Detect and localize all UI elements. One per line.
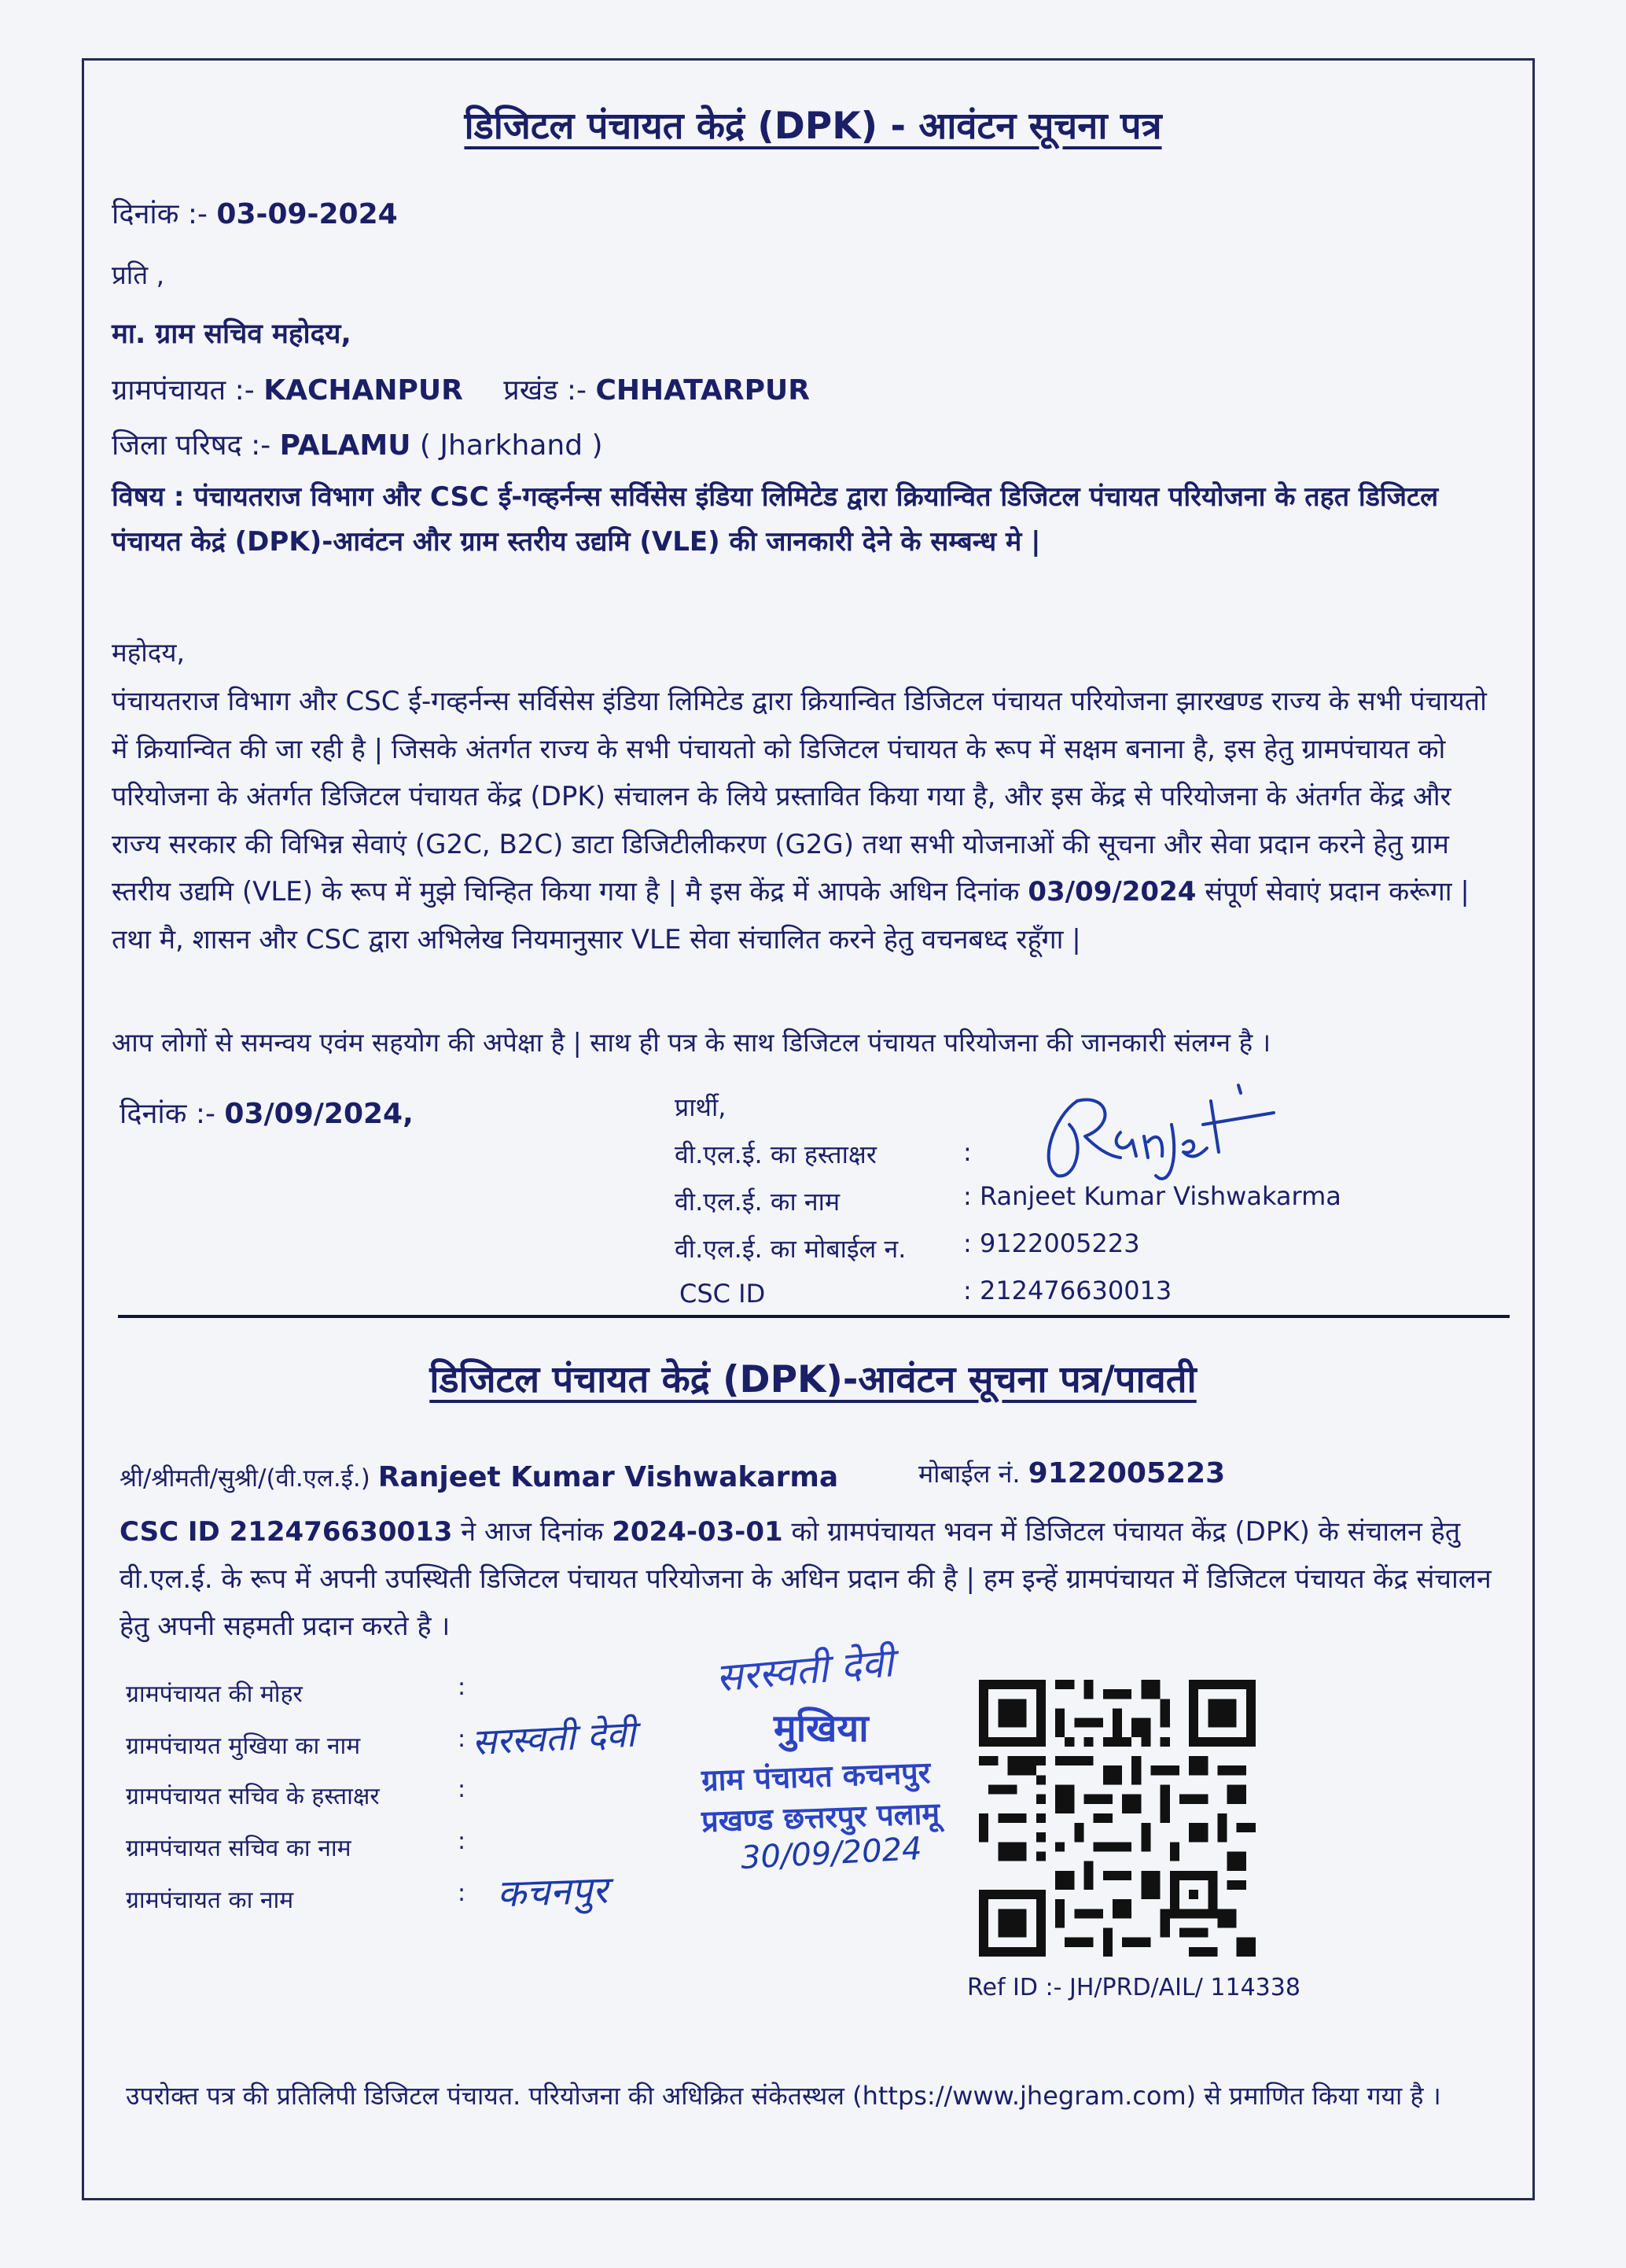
footer-note: उपरोक्त पत्र की प्रतिलिपी डिजिटल पंचायत. परियोजना की अधिक्रित संकेतस्थल (https://www.jhegram.com) से प्रमाणित किया गया है । bbox=[126, 2081, 1441, 2111]
receipt-prefix: श्री/श्रीमती/सुश्री/(वी.एल.ई.) bbox=[120, 1464, 378, 1493]
receipt-text2: को ग्रामपंचायत भवन में डिजिटल पंचायत केंद्र (DPK) के संचालन हेतु वी.एल.ई. के रूप में अपनी उपस्थिती डिजिटल पंचायत परियोजना के अधिन प्रदान की है | हम इन्हें ग्रामपंचायत में डिजिटल पंचायत केंद्र संचालन हेतु अपनी सहमती प्रदान करते है । bbox=[120, 1516, 1492, 1642]
receipt-date: 2024-03-01 bbox=[612, 1516, 783, 1548]
body-part2: संपूर्ण सेवाएं प्रदान करूंगा | तथा मै, शासन और CSC द्वारा अभिलेख नियमानुसार VLE सेवा संचालित करने हेतु वचनबध्द रहूँगा | bbox=[112, 876, 1470, 955]
date-label: दिनांक :- bbox=[112, 198, 217, 230]
receipt-title: डिजिटल पंचायत केद्रं (DPK)-आवंटन सूचना पत्र/पावती bbox=[429, 1358, 1197, 1401]
field-colon-1: : bbox=[458, 1725, 466, 1753]
receipt-csc-id: CSC ID 212476630013 bbox=[120, 1516, 453, 1548]
receipt-name-line bbox=[120, 1461, 838, 1494]
letter-title: डिजिटल पंचायत केद्रं (DPK) - आवंटन सूचना पत्र bbox=[464, 105, 1162, 148]
sign-date bbox=[120, 1093, 414, 1132]
stamp-signature: सरस्वती देवी bbox=[714, 1640, 896, 1701]
block-value: CHHATARPUR bbox=[595, 374, 810, 407]
field-label-3: ग्रामपंचायत सचिव का नाम bbox=[126, 1835, 351, 1862]
gp-block-line bbox=[112, 370, 810, 408]
ref-id: Ref ID :- JH/PRD/AIL/ 114338 bbox=[967, 1974, 1300, 2001]
vle-sign-colon: : bbox=[963, 1137, 972, 1167]
field-colon-2: : bbox=[458, 1776, 466, 1803]
field-colon-0: : bbox=[458, 1673, 466, 1701]
stamp-line-1: ग्राम पंचायत कचनपुर bbox=[701, 1754, 931, 1799]
vle-sign-label: वी.एल.ई. का हस्ताक्षर bbox=[675, 1140, 877, 1169]
vle-mobile-label: वी.एल.ई. का मोबाईल न. bbox=[675, 1234, 907, 1264]
receipt-name: Ranjeet Kumar Vishwakarma bbox=[377, 1461, 839, 1493]
receipt-mobile-value: 9122005223 bbox=[1028, 1457, 1226, 1489]
letter-date bbox=[112, 193, 398, 232]
subject: विषय : पंचायतराज विभाग और CSC ई-गव्हर्नन्स सर्विसेस इंडिया लिमिटेड द्वारा क्रियान्वित डिजिटल पंचायत परियोजना के तहत डिजिटल पंचायत केद्रं (DPK)-आवंटन और ग्राम स्तरीय उद्यमि (VLE) की जानकारी देने के सम्बन्ध मे | bbox=[112, 481, 1439, 558]
field-colon-3: : bbox=[458, 1828, 466, 1855]
body-part1: पंचायतराज विभाग और CSC ई-गव्हर्नन्स सर्विसेस इंडिया लिमिटेड द्वारा क्रियान्वित डिजिटल पंचायत परियोजना झारखण्ड राज्य के सभी पंचायतो में क्रियान्वित की जा रही है | जिसके अंतर्गत राज्य के सभी पंचायतो को डिजिटल पंचायत के रूप में सक्षम बनाना है, इस हेतु ग्रामपंचायत को परियोजना के अंतर्गत डिजिटल पंचायत केंद्र (DPK) संचालन के लिये प्रस्तावित किया गया है, और इस केंद्र से परियोजना के अंतर्गत केंद्र और राज्य सरकार की विभिन्न सेवाएं (G2C, B2C) डाटा डिजिटीलीकरण (G2G) तथा सभी योजनाओं की सूचना और सेवा प्रदान करने हेतु ग्राम स्तरीय उद्यमि (VLE) के रूप में मुझे चिन्हित किया गया है | मै इस केंद्र में आपके अधिन दिनांक bbox=[112, 686, 1487, 908]
gp-label: ग्रामपंचायत :- bbox=[112, 374, 264, 407]
vle-mobile-value: : 9122005223 bbox=[963, 1228, 1140, 1258]
district-line bbox=[112, 425, 603, 463]
qr-code-icon bbox=[979, 1680, 1256, 1957]
field-label-1: ग्रामपंचायत मुखिया का नाम bbox=[126, 1732, 361, 1760]
date-value: 03-09-2024 bbox=[216, 198, 398, 230]
vle-signature bbox=[1022, 1070, 1289, 1191]
vle-name-label: वी.एल.ई. का नाम bbox=[675, 1187, 841, 1217]
receipt-mobile-label: मोबाईल नं. bbox=[918, 1459, 1028, 1489]
sign-date-label: दिनांक :- bbox=[120, 1098, 225, 1130]
receipt-body bbox=[120, 1508, 1503, 1650]
salutation: महोदय, bbox=[112, 637, 185, 668]
body-date: 03/09/2024 bbox=[1028, 876, 1197, 908]
district-state: ( Jharkhand ) bbox=[410, 429, 603, 462]
district-value: PALAMU bbox=[279, 429, 411, 462]
district-label: जिला परिषद :- bbox=[112, 429, 280, 462]
stamp-title: मुखिया bbox=[774, 1707, 869, 1751]
handwritten-mukhiya-name: सरस्वती देवी bbox=[470, 1712, 637, 1764]
sign-date-value: 03/09/2024, bbox=[224, 1098, 414, 1130]
receipt-mobile bbox=[918, 1456, 1225, 1490]
field-colon-4: : bbox=[458, 1880, 466, 1907]
stamp-line-2: प्रखण्ड छत्तरपुर पलामू bbox=[701, 1795, 940, 1839]
gp-value: KACHANPUR bbox=[263, 374, 463, 407]
block-label: प्रखंड :- bbox=[503, 374, 596, 407]
applicant: प्रार्थी, bbox=[675, 1092, 727, 1122]
field-label-0: ग्रामपंचायत की मोहर bbox=[126, 1681, 303, 1708]
csc-value: : 212476630013 bbox=[963, 1276, 1172, 1305]
closing: आप लोगों से समन्वय एवंम सहयोग की अपेक्षा है | साथ ही पत्र के साथ डिजिटल पंचायत परियोजना की जानकारी संलग्न है । bbox=[112, 1027, 1271, 1058]
receipt-text1: ने आज दिनांक bbox=[452, 1516, 613, 1548]
csc-label: CSC ID bbox=[679, 1279, 766, 1309]
prati: प्रति , bbox=[112, 260, 165, 290]
stamp-date: 30/09/2024 bbox=[739, 1830, 923, 1877]
section-divider bbox=[118, 1315, 1510, 1318]
vle-name-value: : Ranjeet Kumar Vishwakarma bbox=[963, 1181, 1341, 1211]
field-label-2: ग्रामपंचायत सचिव के हस्ताक्षर bbox=[126, 1783, 380, 1810]
addressee: मा. ग्राम सचिव महोदय, bbox=[112, 318, 351, 350]
field-label-4: ग्रामपंचायत का नाम bbox=[126, 1887, 294, 1914]
letter-body bbox=[112, 678, 1495, 963]
handwritten-gp-name: कचनपुर bbox=[496, 1868, 609, 1916]
